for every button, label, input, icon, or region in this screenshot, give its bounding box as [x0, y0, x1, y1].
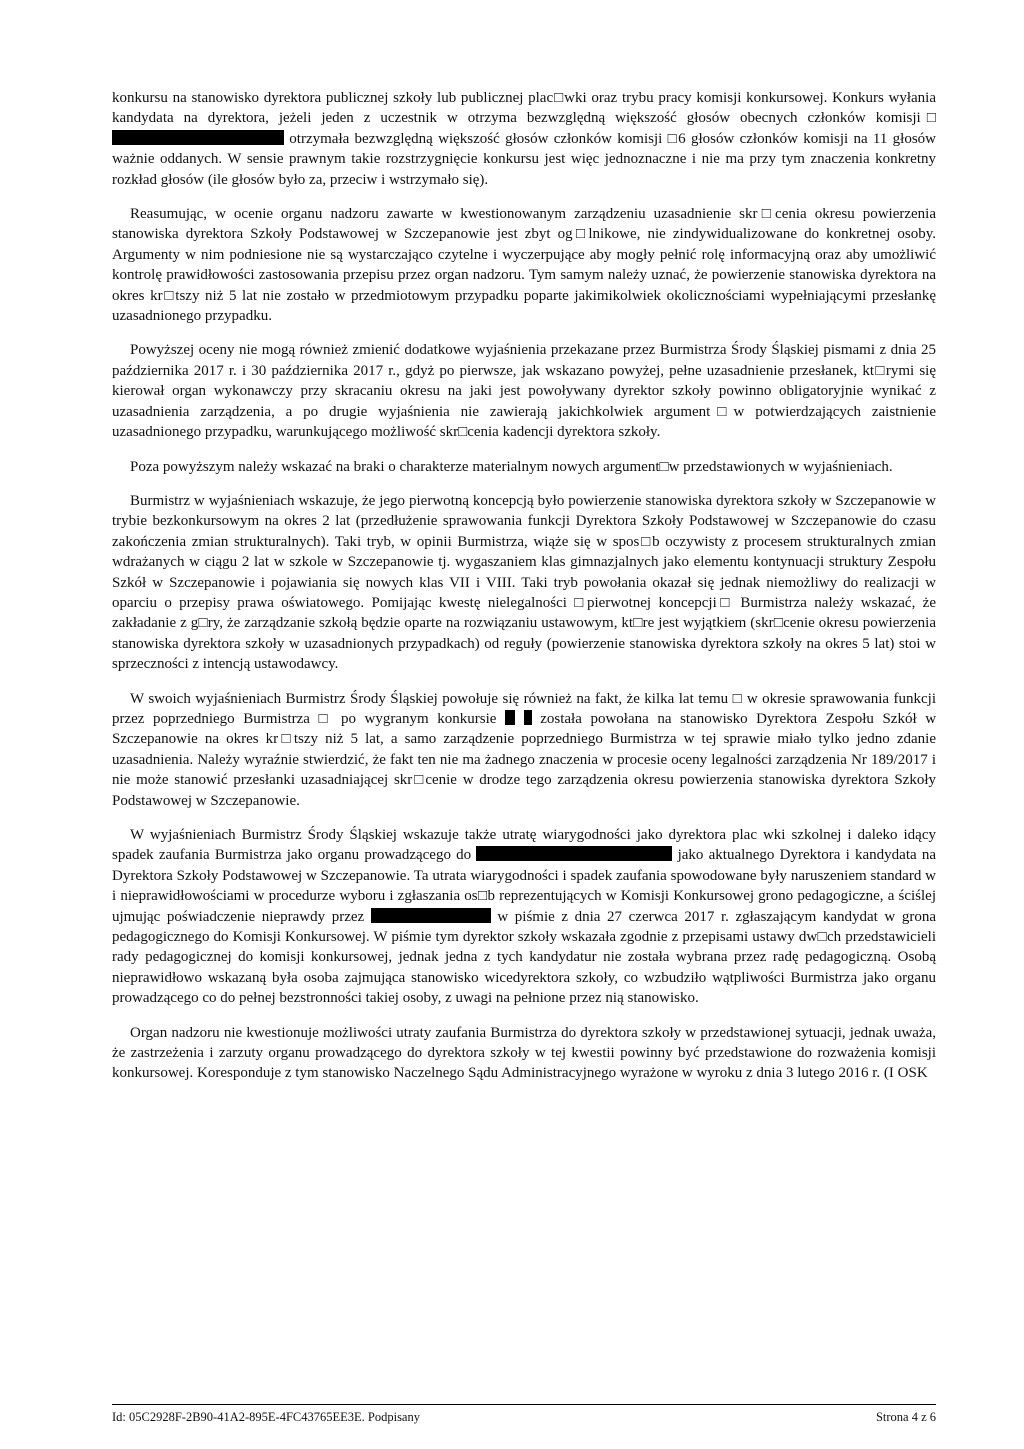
- paragraph: [112, 825, 936, 1009]
- page-number: Strona 4 z 6: [875, 1410, 936, 1424]
- paragraph-text: W swoich wyjaśnieniach Burmistrz Środy Śląskiej powołuje się również na fakt, że kilka lat temu □ w okresie sprawowania funkcji przez poprzedniego Burmistrza □ po wygranym konkursie: [112, 690, 936, 727]
- redaction-block: [112, 130, 284, 145]
- redaction-block: [505, 710, 515, 725]
- paragraph-text: Poza powyższym należy wskazać na braki o charakterze materialnym nowych argument□w przedstawionych w wyjaśnieniach.: [130, 458, 893, 475]
- paragraph-text: Powyższej oceny nie mogą również zmienić dodatkowe wyjaśnienia przekazane przez Burmistrza Środy Śląskiej pismami z dnia 25 października 2017 r. i 30 października 2017 r., gdyż po pierwsze, jak wskazano powyżej, pełne uzasadnienie przesłanek, kt□rymi się kierował organ wykonawczy przy skracaniu okresu na jaki jest powoływany dyrektor szkoły powinno obligatoryjnie wynikać z uzasadnienia zarządzenia, a po drugie wyjaśnienia nie zawierają jakichkolwiek argument□w potwierdzających zaistnienie uzasadnionego przypadku, warunkującego możliwość skr□cenia kadencji dyrektora szkoły.: [112, 342, 936, 441]
- paragraph-text: Reasumując, w ocenie organu nadzoru zawarte w kwestionowanym zarządzeniu uzasadnienie skr□cenia okresu powierzenia stanowiska dyrektora Szkoły Podstawowej w Szczepanowie jest zbyt og□lnikowe, nie zindywidualizowane do konkretnej osoby. Argumenty w nim podniesione nie są wystarczająco czytelne i wyczerpujące aby mogły pełnić rolę informacyjną oraz aby umożliwić kontrolę prawidłowości zastosowania przepisu przez organ nadzoru. Tym samym należy uznać, że powierzenie stanowiska dyrektora na okres kr□tszy niż 5 lat nie zostało w przedmiotowym przypadku poparte jakimikolwiek okolicznościami wypełniającymi przesłankę uzasadnionego przypadku.: [112, 206, 936, 325]
- paragraph: [112, 491, 936, 675]
- paragraph-text: Burmistrz w wyjaśnieniach wskazuje, że jego pierwotną koncepcją było powierzenie stanowiska dyrektora szkoły w Szczepanowie w trybie bezkonkursowym na okres 2 lat (przedłużenie sprawowania funkcji Dyrektora Szkoły Podstawowej w Szczepanowie do czasu zakończenia zmian strukturalnych). Taki tryb, w opinii Burmistrza, wiąże się w spos□b oczywisty z procesem strukturalnych zmian wdrażanych w ciągu 2 lat w szkole w Szczepanowie tj. wygaszaniem klas gimnazjalnych jako elementu kontynuacji struktury Zespołu Szkół w Szczepanowie i pojawiania się nowych klas VII i VIII. Taki tryb powołania okazał się jednak niemożliwy do realizacji w oparciu o przepisy prawa oświatowego. Pomijając kwestę nielegalności □pierwotnej koncepcji□ Burmistrza należy wskazać, że zakładanie z g□ry, że zarządzanie szkołą będzie oparte na rozwiązaniu ustawowym, kt□re jest wyjątkiem (skr□cenie okresu powierzenia stanowiska dyrektora szkoły w uzasadnionych przypadkach) od reguły (powierzenie stanowiska dyrektora szkoły na okres 5 lat) stoi w sprzeczności z intencją ustawodawcy.: [112, 492, 936, 673]
- document-id: Id: 05C2928F-2B90-41A2-895E-4FC43765EE3E. Podpisany: [112, 1410, 420, 1424]
- redaction-block: [524, 710, 532, 725]
- redaction-block: [371, 908, 491, 923]
- paragraph: [112, 689, 936, 811]
- paragraph: [112, 1023, 936, 1084]
- paragraph: [112, 88, 936, 190]
- paragraph: [112, 340, 936, 442]
- redaction-block: [476, 846, 672, 861]
- page-footer: [112, 1404, 936, 1425]
- document-body: [112, 88, 936, 1098]
- paragraph-text: w piśmie z dnia 27 czerwca 2017 r. zgłaszającym kandydat w grona pedagogicznego do Komisji Konkursowej. W piśmie tym dyrektor szkoły wskazała zgodnie z przepisami ustawy dw□ch przedstawicieli rady pedagogicznej do komisji konkursowej, jednak jedna z tych kandydatur nie została wybrana przez radę pedagogiczną. Osobą nieprawidłowo wskazaną była osoba zajmująca stanowisko wicedyrektora szkoły, co wzbudziło wątpliwości Burmistrza jako organu prowadzącego co do pełnej bezstronności takiej osoby, z uwagi na pełnione przez nią stanowisko.: [112, 908, 936, 1007]
- paragraph-text: W wyjaśnieniach Burmistrz Środy Śląskiej wskazuje także utratę wiarygodności: [130, 827, 631, 843]
- paragraph-text: jako dyrektora plac wki szkolnej i daleko idący spadek zaufania Burmistrza jako organu prowadzącego do: [112, 827, 937, 864]
- paragraph-text: Organ nadzoru nie kwestionuje możliwości utraty zaufania Burmistrza do dyrektora szkoły w przedstawionej sytuacji, jednak uważa, że zastrzeżenia i zarzuty organu prowadzącego do dyrektora szkoły w tej kwestii powinny być przedstawione do rozważenia komisji konkursowej. Koresponduje z tym stanowisko Naczelnego Sądu Administracyjnego wyrażone w wyroku z dnia 3 lutego 2016 r. (I OSK: [112, 1024, 936, 1082]
- paragraph: [112, 204, 936, 326]
- paragraph-text: została powołana na stanowisko Dyrektora Zespołu Szkół w Szczepanowie na okres kr□tszy niż 5 lat, a samo zarządzenie poprzedniego Burmistrza w tej sprawie miało tylko jedno zdanie uzasadnienia. Należy wyraźnie stwierdzić, że fakt ten nie ma żadnego znaczenia w procesie oceny legalności zarządzenia Nr 189/2017 i nie może stanowić przesłanki uzasadniającej skr□cenie w drodze tego zarządzenia okresu powierzenia stanowiska dyrektora Szkoły Podstawowej w Szczepanowie.: [112, 710, 937, 809]
- paragraph-text: jako aktualnego Dyrektora i kandydata na Dyrektora Szkoły Podstawowej w Szczepanowie. Ta utrata wiarygodności i spadek zaufania spowodowane były naruszeniem standard w i nieprawidłowościami w procedurze wyboru i zgłaszania os□b reprezentujących w Komisji Konkursowej grono pedagogiczne, a ściślej ujmując poświadczenie nieprawdy przez: [112, 847, 937, 925]
- paragraph-text: konkursu na stanowisko dyrektora publicznej szkoły lub publicznej plac□wki oraz trybu pracy komisji konkursowej. Konkurs wyłania kandydata na dyrektora, jeżeli jeden z uczestnik w otrzyma bezwzględną większość głosów obecnych członków komisji□: [112, 90, 936, 127]
- paragraph-text: otrzymała bezwzględną większość głosów członków komisji □6 głosów członków komisji na 11 głosów ważnie oddanych. W sensie prawnym takie rozstrzygnięcie konkursu jest więc jednoznaczne i nie ma przy tym znaczenia konkretny rozkład głosów (ile głosów było za, przeciw i wstrzymało się).: [112, 130, 937, 188]
- paragraph: [112, 457, 936, 477]
